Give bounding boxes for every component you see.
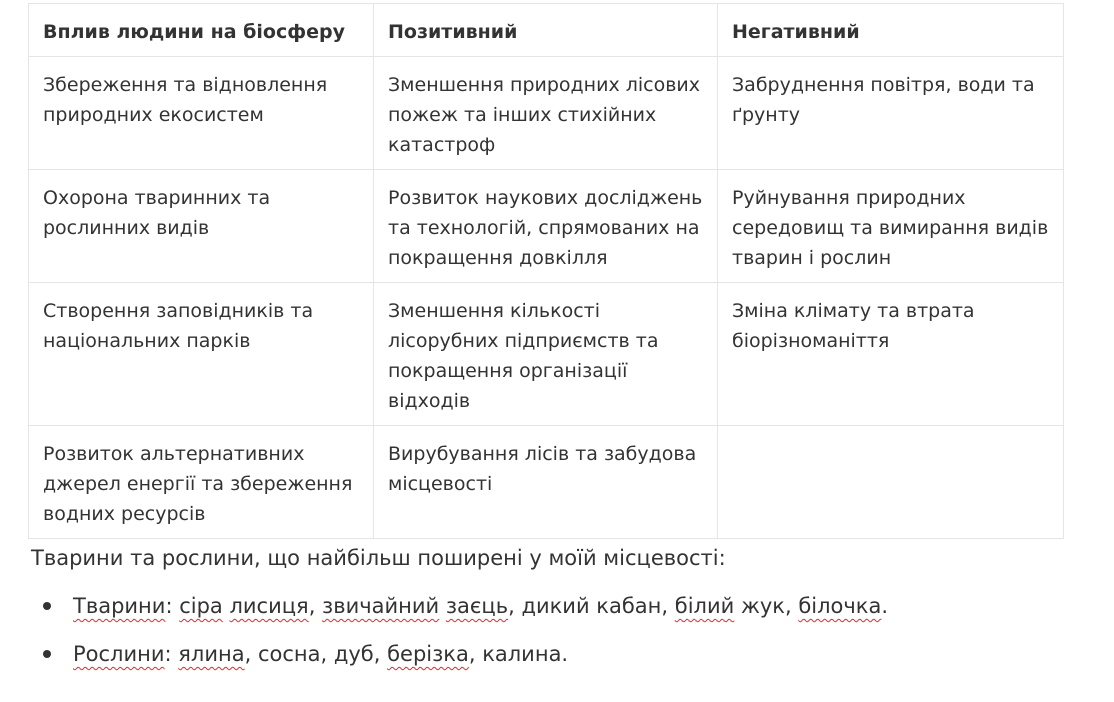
table-cell: Зміна клімату та втрата біорізноманіття bbox=[718, 283, 1064, 426]
animals-label: Тварини bbox=[73, 594, 166, 618]
header-negative: Негативний bbox=[718, 4, 1064, 57]
plants-label: Рослини bbox=[73, 642, 165, 666]
comparison-table bbox=[28, 3, 1064, 539]
table-cell: Збереження та відновлення природних екосистем bbox=[29, 57, 374, 170]
text-segment: , калина. bbox=[468, 642, 569, 666]
text-segment: , сосна, дуб, bbox=[244, 642, 388, 666]
text-segment: : bbox=[164, 642, 179, 666]
species-section bbox=[31, 540, 1091, 684]
table-cell: Руйнування природних середовищ та вимирання видів тварин і рослин bbox=[718, 170, 1064, 283]
table-row bbox=[29, 57, 1064, 170]
table-cell: Зменшення природних лісових пожеж та інших стихійних катастроф bbox=[374, 57, 718, 170]
text-segment: ялина bbox=[178, 642, 245, 666]
text-segment: білий bbox=[674, 594, 735, 618]
table-cell: Розвиток наукових досліджень та технологій, спрямованих на покращення довкілля bbox=[374, 170, 718, 283]
table-cell bbox=[718, 426, 1064, 539]
text-segment: , bbox=[308, 594, 323, 618]
table-cell: Зменшення кількості лісорубних підприємств та покращення організації відходів bbox=[374, 283, 718, 426]
species-list bbox=[31, 588, 1091, 672]
list-item-plants bbox=[31, 636, 1091, 672]
text-segment: берізка bbox=[387, 642, 469, 666]
text-segment: звичайний bbox=[322, 594, 440, 618]
text-segment: жук, bbox=[734, 594, 799, 618]
text-segment: лисиця bbox=[229, 594, 309, 618]
table-cell: Забруднення повітря, води та ґрунту bbox=[718, 57, 1064, 170]
text-segment: . bbox=[881, 594, 889, 618]
text-segment: , дикий кабан, bbox=[508, 594, 675, 618]
header-impact: Вплив людини на біосферу bbox=[29, 4, 374, 57]
text-segment: сіра bbox=[179, 594, 223, 618]
text-segment: : bbox=[165, 594, 180, 618]
table-header-row bbox=[29, 4, 1064, 57]
bullet-icon bbox=[43, 602, 51, 610]
table-row bbox=[29, 426, 1064, 539]
table-cell: Створення заповідників та національних парків bbox=[29, 283, 374, 426]
comparison-table-container bbox=[28, 3, 1063, 539]
list-item-animals bbox=[31, 588, 1091, 624]
table-cell: Вирубування лісів та забудова місцевості bbox=[374, 426, 718, 539]
table-row bbox=[29, 283, 1064, 426]
text-segment: білочка bbox=[798, 594, 882, 618]
text-segment: заєць bbox=[445, 594, 509, 618]
species-intro: Тварини та рослини, що найбільш поширені у моїй місцевості: bbox=[31, 546, 726, 570]
table-row bbox=[29, 170, 1064, 283]
header-positive: Позитивний bbox=[374, 4, 718, 57]
bullet-icon bbox=[43, 650, 51, 658]
text-segment bbox=[439, 594, 446, 618]
table-cell: Охорона тваринних та рослинних видів bbox=[29, 170, 374, 283]
table-cell: Розвиток альтернативних джерел енергії та збереження водних ресурсів bbox=[29, 426, 374, 539]
